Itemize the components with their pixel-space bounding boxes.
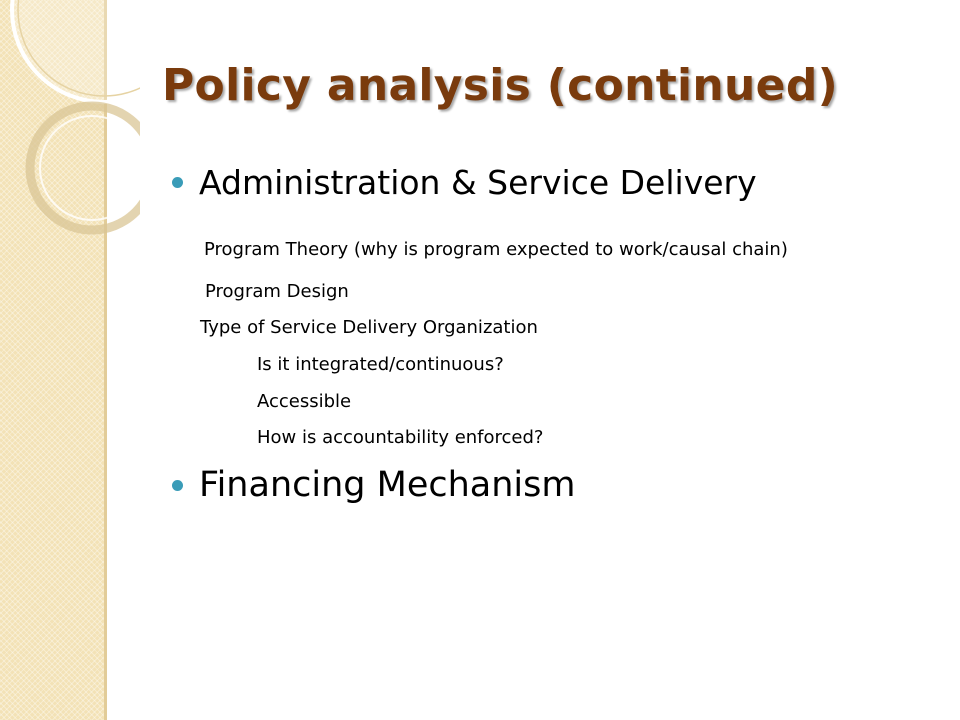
decorative-circles [0,0,140,260]
slide-title: Policy analysis (continued) [162,60,839,111]
sub-item-service-delivery-type: Type of Service Delivery Organization [200,317,538,338]
bullet-label: Administration & Service Delivery [199,163,757,202]
sub-item-program-design: Program Design [205,281,349,302]
sub-item-integrated: Is it integrated/continuous? [257,354,504,375]
bullet-administration [172,163,757,202]
bullet-dot-icon [172,480,183,491]
bullet-dot-icon [172,177,183,188]
sub-item-program-theory: Program Theory (why is program expected to work/causal chain) [204,239,788,260]
bullet-label: Financing Mechanism [199,465,576,505]
bullet-financing [172,465,575,505]
sub-item-accessible: Accessible [257,391,352,412]
sub-item-accountability: How is accountability enforced? [257,427,544,448]
